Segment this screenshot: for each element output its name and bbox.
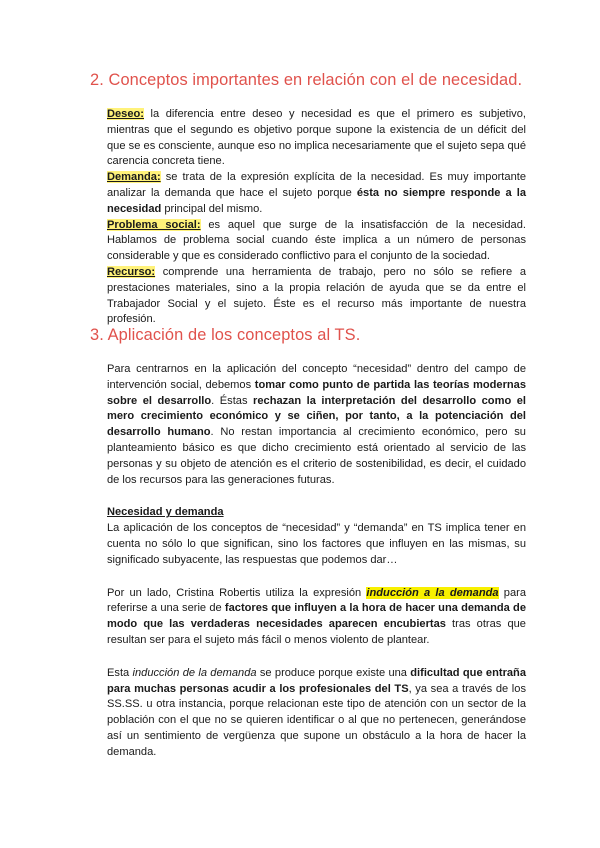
intro-text-2: . Éstas	[211, 394, 254, 407]
definition-recurso-text: comprende una herramienta de trabajo, pero no sólo se refiere a prestaciones materiales, sino a la propia relación de ayuda que se da entre el Trabajador Social y el sujeto. Éste es el recurso más importante de nuestra profesión.	[107, 265, 526, 326]
section-2-definitions	[107, 107, 526, 328]
intro-paragraph	[107, 362, 526, 488]
paragraph-robertis	[107, 586, 526, 649]
definition-problema-text: es aquel que surge de la insatisfacción de la necesidad. Hablamos de problema social cuando éste implica a un número de personas considerable y que es considerado conflictivo para el conjunto de la sociedad.	[107, 218, 526, 263]
subheading-necesidad-demanda: Necesidad y demanda	[107, 506, 224, 519]
intro-text-1: Para centrarnos en la aplicación del concepto “necesidad” dentro del campo de intervención social, debemos	[107, 363, 526, 391]
definition-demanda-bold: ésta no siempre responde a la necesidad	[107, 186, 526, 215]
section-3-body	[107, 362, 526, 761]
induccion-text-1: Esta	[107, 666, 133, 679]
induccion-text-3: , ya sea a través de los SS.SS. u otra instancia, porque relacionan este tipo de atención con un sector de la población con el que no se quieren identificar o al que no pertenecen, generándose así un sentimiento de vergüenza que supone un obstáculo a la hora de hacer la demanda.	[107, 682, 526, 758]
definition-demanda	[107, 170, 526, 217]
induccion-text-2: se produce porque existe una	[256, 666, 411, 679]
paragraph-aplicacion: La aplicación de los conceptos de “necesidad” y “demanda” en TS implica tener en cuenta no sólo lo que significan, sino los factores que influyen en las mismas, su significado subyacente, las respuestas que podemos dar…	[107, 522, 526, 566]
definition-demanda-text-end: principal del mismo.	[161, 202, 263, 215]
intro-bold-2: rechazan la interpretación del desarrollo como el mero crecimiento económico y se ciñen, por tanto, a la potenciación del desarrollo humano	[107, 394, 526, 439]
intro-bold-1: tomar como punto de partida las teorías modernas sobre el desarrollo	[107, 378, 526, 407]
intro-text-3: . No restan importancia al crecimiento económico, pero su planteamiento básico es que dicho crecimiento está orientado al servicio de las personas y su objeto de atención es el criterio de sostenibilidad, es decir, el cuidado de los recursos para las generaciones futuras.	[107, 426, 526, 486]
robertis-bold: factores que influyen a la hora de hacer una demanda de modo que las verdaderas necesidades aparecen encubiertas	[107, 602, 526, 631]
paragraph-induccion	[107, 666, 526, 761]
definition-problema-social	[107, 218, 526, 265]
term-demanda: Demanda:	[107, 171, 161, 184]
term-recurso: Recurso:	[107, 265, 156, 278]
term-deseo: Deseo:	[107, 108, 144, 120]
definition-deseo-text: la diferencia entre deseo y necesidad es que el primero es subjetivo, mientras que el segundo es objetivo porque supone la existencia de un déficit del que se es consciente, aunque eso no implica necesariamente que el sujeto sepa qué carencia concreta tiene.	[107, 108, 526, 168]
robertis-text-3: tras otras que resultan ser para el sujeto más fácil o menos violento de plantear.	[107, 618, 526, 646]
definition-recurso	[107, 265, 526, 328]
definition-deseo	[107, 107, 526, 170]
robertis-text-1: Por un lado, Cristina Robertis utiliza la expresión	[107, 586, 367, 599]
definition-demanda-text: se trata de la expresión explícita de la necesidad. Es muy importante analizar la demanda que hace el sujeto porque	[107, 171, 526, 199]
spacer	[107, 569, 526, 586]
section-3-title: 3. Aplicación de los conceptos al TS.	[90, 326, 361, 344]
highlight-induccion: inducción a la demanda	[366, 586, 499, 599]
spacer	[107, 488, 526, 505]
section-2-title: 2. Conceptos importantes en relación con el de necesidad.	[90, 71, 523, 89]
induccion-bold: dificultad que entraña para muchas personas acudir a los profesionales del TS	[107, 666, 527, 695]
term-problema-social: Problema social:	[107, 218, 201, 231]
robertis-text-2: para referirse a una serie de	[107, 586, 526, 615]
induccion-italic: inducción de la demanda	[132, 666, 257, 679]
spacer	[107, 649, 526, 666]
